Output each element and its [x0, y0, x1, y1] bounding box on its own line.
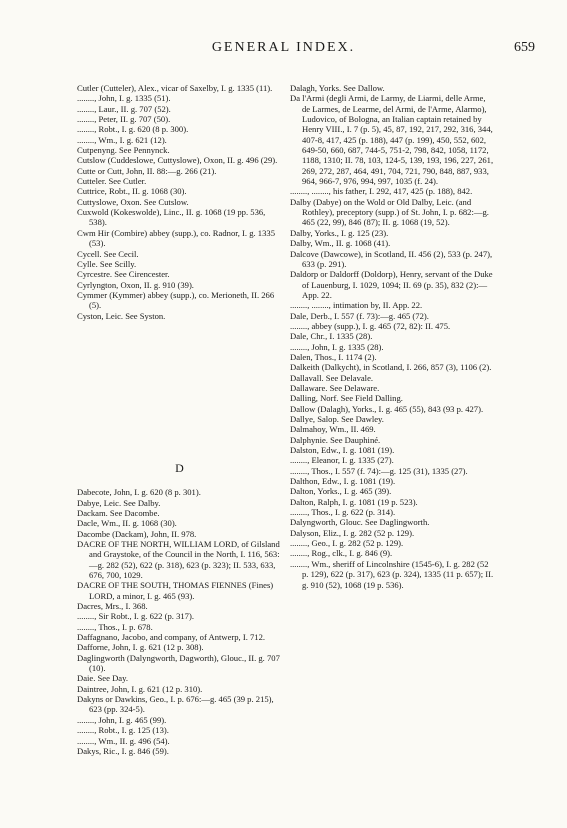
index-entry: Cyrlyngton, Oxon, II. g. 910 (39).	[77, 279, 194, 290]
index-entry: Cyrcestre. See Cirencester.	[77, 269, 170, 280]
index-entry: ........, Thos., I. g. 622 (p. 314).	[290, 507, 396, 518]
index-entry: ........, Robt., I. g. 620 (8 p. 300).	[77, 124, 189, 135]
index-entry: Cutteler. See Cutler.	[77, 176, 147, 187]
index-entry: Dalagh, Yorks. See Dallow.	[290, 83, 385, 93]
index-entry: Dacombe (Dackam), John, II. 978.	[77, 528, 197, 539]
page-header	[0, 40, 567, 60]
index-entry: Dalphynie. See Dauphiné.	[290, 434, 381, 445]
index-entry: ........, Thos., I. 557 (f. 74):—g. 125 (31), 1335 (27).	[290, 465, 468, 476]
right-column	[290, 83, 495, 590]
index-entry: Dallavall. See Delavale.	[290, 372, 374, 383]
index-entry: Dalton, Ralph, I. g. 1081 (19 p. 523).	[290, 496, 418, 507]
index-entry: Dalmahoy, Wm., II. 469.	[290, 424, 376, 435]
index-entry: Daffagnano, Jacobo, and company, of Antwerp, I. 712.	[77, 632, 266, 643]
index-entry: Dalkeith (Dalkycht), in Scotland, I. 266, 857 (3), 1106 (2).	[290, 362, 492, 373]
index-entry: Dalcove (Dawcowe), in Scotland, II. 456 (2), 533 (p. 247), 633 (p. 291).	[290, 248, 495, 269]
index-entry: Dallow (Dalagh), Yorks., I. g. 465 (55), 843 (93 p. 427).	[290, 403, 484, 414]
index-entry: Cutslow (Cuddeslowe, Cuttyslowe), Oxon, II. g. 496 (29).	[77, 155, 278, 166]
index-entry: ........, ........, intimation by, II. App. 22.	[290, 300, 423, 311]
index-entry: Dakyns or Dawkins, Geo., I. p. 676:—g. 465 (39 p. 215), 623 (pp. 324-5).	[77, 694, 276, 715]
index-entry: ........, Robt., I. g. 125 (13).	[77, 725, 169, 736]
running-title: GENERAL INDEX.	[211, 40, 356, 55]
index-entry: ........, John, I. g. 1335 (28).	[290, 341, 384, 352]
index-entry: Dalby (Dabye) on the Wold or Old Dalby, Leic. (and Rothley), preceptory (supp.) of St. John, I. p. 682:—g. 465 (22, 99), 846 (87); II. g. 1068 (19, 52).	[290, 196, 492, 228]
index-entry: Dacle, Wm., II. g. 1068 (30).	[77, 518, 177, 529]
index-entry: Dalyngworth, Glouc. See Daglingworth.	[290, 517, 430, 528]
section-letter: D	[175, 460, 184, 475]
index-entry: ........, Thos., I. p. 678.	[77, 621, 153, 632]
section-gap	[77, 321, 282, 463]
index-entry: Dallye, Salop. See Dawley.	[290, 414, 384, 424]
index-entry: ........, John, I. g. 1335 (51).	[77, 93, 171, 104]
index-entry: Daie. See Day.	[77, 673, 128, 684]
index-entry: Cuttrice, Robt., II. g. 1068 (30).	[77, 186, 187, 197]
index-entry: DACRE OF THE SOUTH, THOMAS FIENNES (Fines) LORD, a minor, I. g. 465 (93).	[77, 580, 276, 601]
index-entry: Dalston, Edw., I. g. 1081 (19).	[290, 445, 395, 456]
index-entry: Dalton, Yorks., I. g. 465 (39).	[290, 486, 392, 497]
index-entry: ........, Laur., II. g. 707 (52).	[77, 103, 171, 114]
index-entry: Daldorp or Daldorff (Doldorp), Henry, servant of the Duke of Lauenburg, I. 1029, 1094; II. 69 (p. 35), 832 (2):—App. 22.	[290, 269, 495, 300]
index-entry: DACRE OF THE NORTH, WILLIAM LORD, of Gilsland and Graystoke, of the Council in the North, I. 116, 563:—g. 282 (52), 622 (p. 318), 623 (p. 323); II. 533, 633, 676, 700, 1029.	[77, 538, 282, 580]
page-number: 659	[514, 40, 535, 55]
index-entry: Dakys, Ric., I. g. 846 (59).	[77, 745, 169, 756]
index-entry: ........, Peter, II. g. 707 (50).	[77, 114, 171, 125]
index-entry: Daglingworth (Dalyngworth, Dagworth), Glouc., II. g. 707 (10).	[77, 652, 283, 674]
index-entry: Dalen, Thos., I. 1174 (2).	[290, 351, 377, 362]
index-list-d	[77, 487, 282, 756]
index-entry: Dackam. See Dacombe.	[77, 507, 160, 518]
index-entry: Dalby, Yorks., I. g. 125 (23).	[290, 227, 389, 238]
index-entry: ........, Wm., II. g. 496 (54).	[77, 735, 170, 746]
index-entry: ........, Geo., I. g. 282 (52 p. 129).	[290, 538, 404, 549]
index-entry: Dalyson, Eliz., I. g. 282 (52 p. 129).	[290, 527, 415, 538]
index-entry: Dabecote, John, I. g. 620 (8 p. 301).	[77, 487, 201, 498]
index-entry: Dacres, Mrs., I. 368.	[77, 601, 148, 612]
index-entry: ........, Rog., clk., I. g. 846 (9).	[290, 548, 393, 559]
index-entry: ........, abbey (supp.), I. g. 465 (72, 82): II. 475.	[290, 320, 451, 331]
index-entry: Dalthon, Edw., I. g. 1081 (19).	[290, 476, 396, 487]
index-entry: Cylle. See Scilly.	[77, 258, 137, 269]
index-entry: Cutte or Cutt, John, II. 88:—g. 266 (21).	[77, 165, 217, 176]
index-entry: Dallaware. See Delaware.	[290, 382, 380, 393]
index-entry: ........, Eleanor, I. g. 1335 (27).	[290, 455, 394, 466]
index-entry: Cutpenyng. See Pennynck.	[77, 145, 170, 156]
index-entry: ........, Wm., sheriff of Lincolnshire (1545-6), I. g. 282 (52 p. 129), 622 (p. 317), 623 (p. 324), 1335 (11 p. 657); II. g. 910 (52), 1068 (19 p. 536).	[290, 558, 496, 590]
index-entry: Cuxwold (Kokeswolde), Linc., II. g. 1068 (19 pp. 536, 538).	[77, 207, 268, 228]
index-entry: Dalby, Wm., II. g. 1068 (41).	[290, 238, 391, 249]
index-entry: Dabye, Leic. See Dalby.	[77, 497, 161, 508]
index-entry: ........, ........, his father, I. 292, 417, 425 (p. 188), 842.	[290, 186, 473, 197]
index-list-right	[290, 83, 495, 590]
index-entry: ........, John, I. g. 465 (99).	[77, 714, 167, 725]
index-entry: ........, Wm., I. g. 621 (12).	[77, 134, 167, 145]
index-entry: Daintree, John, I. g. 621 (12 p. 310).	[77, 683, 203, 694]
index-entry: Dalling, Norf. See Field Dalling.	[290, 393, 403, 404]
index-entry: Cyston, Leic. See Syston.	[77, 310, 166, 321]
index-entry: Cwm Hir (Combire) abbey (supp.), co. Radnor, I. g. 1335 (53).	[77, 227, 278, 249]
index-entry: Dafforne, John, I. g. 621 (12 p. 308).	[77, 642, 204, 653]
index-entry: Cymmer (Kymmer) abbey (supp.), co. Merioneth, II. 266 (5).	[77, 289, 277, 311]
index-entry: Da l'Armi (degli Armi, de Larmy, de Liarmi, delle Arme, de Larmes, de Learme, del Armi, de l'Arme, Alarmo), Ludovico, of Bologna, an Italian captain retained by Henry VIII., I. 7 (p. 5), 45, 87, 192, 217, 292, 316, 344, 407-8, 417, 425 (p. 188), 447 (p. 199), 450, 552, 602, 649-50, 660, 687, 744-5, 751-2, 798, 842, 1058, 1172, 1188, 1310; II. 78, 103, 124-5, 139, 193, 196, 227, 261, 269, 272, 287, 464, 491, 704, 721, 790, 848, 887, 933, 964, 966-7, 976, 994, 997, 1035 (f. 24).	[290, 93, 496, 187]
index-entry: Dale, Derb., I. 557 (f. 73):—g. 465 (72).	[290, 310, 429, 321]
index-list-c	[77, 83, 282, 321]
index-entry: Cutler (Cutteler), Alex., vicar of Saxelby, I. g. 1335 (11).	[77, 83, 273, 93]
index-entry: Cuttyslowe, Oxon. See Cutslow.	[77, 196, 189, 207]
index-entry: ........, Sir Robt., I. g. 622 (p. 317).	[77, 611, 194, 622]
index-entry: Dale, Chr., I. 1335 (28).	[290, 331, 373, 342]
left-column	[77, 83, 282, 756]
index-entry: Cycell. See Cecil.	[77, 248, 139, 259]
